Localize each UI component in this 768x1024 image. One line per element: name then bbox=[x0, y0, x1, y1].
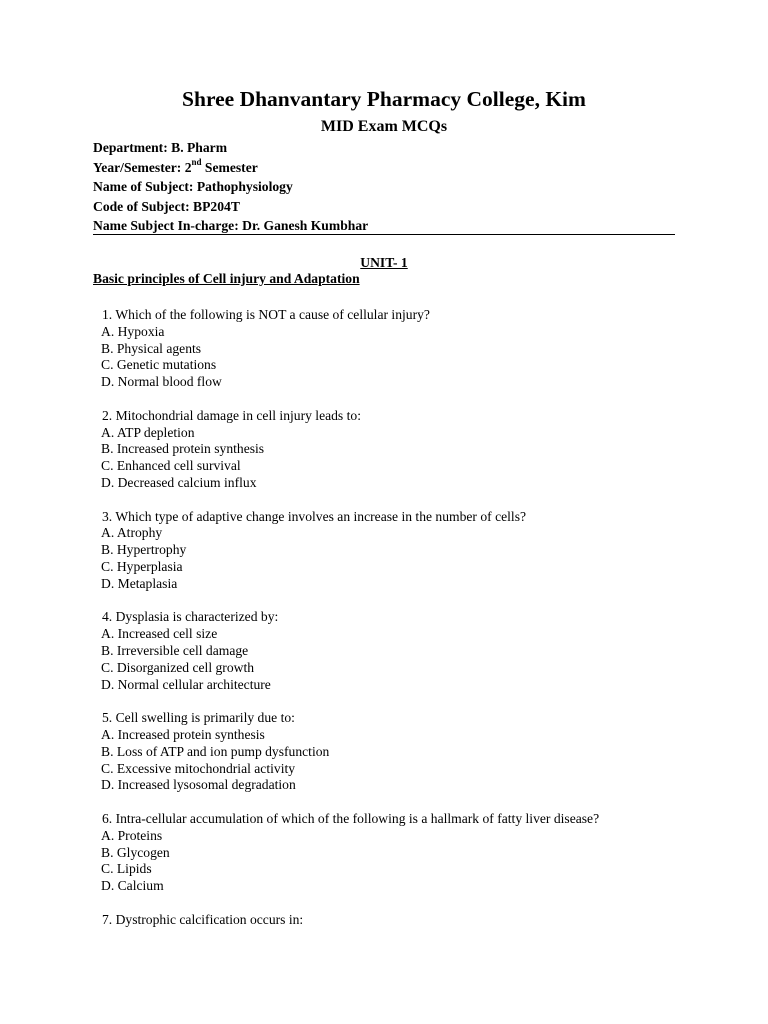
answer-option: C. Lipids bbox=[101, 861, 152, 877]
answer-option: D. Increased lysosomal degradation bbox=[101, 777, 296, 793]
unit-label: UNIT- 1 bbox=[360, 255, 408, 270]
question-stem: 3. Which type of adaptive change involves an increase in the number of cells? bbox=[102, 508, 527, 524]
question-stem: 5. Cell swelling is primarily due to: bbox=[102, 710, 295, 726]
topic-heading: Basic principles of Cell injury and Adaptation bbox=[93, 271, 360, 286]
answer-option: A. Atrophy bbox=[101, 525, 163, 541]
answer-option: A. Increased cell size bbox=[101, 626, 218, 642]
answer-option: C. Excessive mitochondrial activity bbox=[101, 760, 296, 776]
question-item bbox=[102, 912, 742, 929]
year-semester-line bbox=[93, 158, 675, 178]
question-item bbox=[102, 609, 742, 693]
answer-option: B. Glycogen bbox=[101, 844, 170, 860]
answer-option: A. ATP depletion bbox=[101, 424, 195, 440]
answer-option: B. Increased protein synthesis bbox=[101, 441, 265, 457]
answer-option: D. Normal cellular architecture bbox=[101, 676, 271, 692]
header-divider bbox=[93, 234, 675, 235]
answer-option: C. Hyperplasia bbox=[101, 558, 183, 574]
answer-option: A. Proteins bbox=[101, 827, 163, 843]
answer-option: D. Calcium bbox=[101, 878, 164, 894]
answer-option: C. Genetic mutations bbox=[101, 357, 217, 373]
department-line: Department: B. Pharm bbox=[93, 140, 228, 155]
question-stem: 4. Dysplasia is characterized by: bbox=[102, 609, 279, 625]
college-title: Shree Dhanvantary Pharmacy College, Kim bbox=[182, 87, 586, 111]
answer-option: C. Enhanced cell survival bbox=[101, 458, 241, 474]
answer-option: B. Hypertrophy bbox=[101, 542, 187, 558]
unit-heading bbox=[0, 255, 768, 271]
incharge-line: Name Subject In-charge: Dr. Ganesh Kumbhar bbox=[93, 218, 369, 233]
answer-option: D. Decreased calcium influx bbox=[101, 474, 257, 490]
answer-option: A. Hypoxia bbox=[101, 323, 165, 339]
question-item bbox=[102, 710, 742, 794]
year-semester-prefix: Year/Semester: 2 bbox=[93, 159, 192, 175]
question-item bbox=[102, 509, 742, 593]
answer-option: D. Normal blood flow bbox=[101, 374, 222, 390]
question-stem: 7. Dystrophic calcification occurs in: bbox=[102, 911, 304, 927]
answer-option: D. Metaplasia bbox=[101, 575, 178, 591]
question-item bbox=[102, 811, 742, 895]
question-list bbox=[102, 307, 742, 945]
year-semester-suffix: Semester bbox=[201, 159, 258, 175]
subject-line: Name of Subject: Pathophysiology bbox=[93, 179, 293, 194]
question-stem: 6. Intra-cellular accumulation of which of the following is a hallmark of fatty liver disease? bbox=[102, 810, 600, 826]
course-info bbox=[93, 138, 675, 236]
question-stem: 2. Mitochondrial damage in cell injury leads to: bbox=[102, 407, 361, 423]
answer-option: A. Increased protein synthesis bbox=[101, 726, 265, 742]
ordinal-suffix: nd bbox=[191, 156, 202, 167]
subject-code-line: Code of Subject: BP204T bbox=[93, 198, 240, 214]
question-item bbox=[102, 307, 742, 391]
answer-option: B. Irreversible cell damage bbox=[101, 642, 249, 658]
answer-option: C. Disorganized cell growth bbox=[101, 659, 255, 675]
answer-option: B. Loss of ATP and ion pump dysfunction bbox=[101, 743, 330, 759]
exam-title: MID Exam MCQs bbox=[320, 118, 448, 135]
answer-option: B. Physical agents bbox=[101, 340, 202, 356]
question-stem: 1. Which of the following is NOT a cause of cellular injury? bbox=[102, 307, 430, 322]
question-item bbox=[102, 408, 742, 492]
